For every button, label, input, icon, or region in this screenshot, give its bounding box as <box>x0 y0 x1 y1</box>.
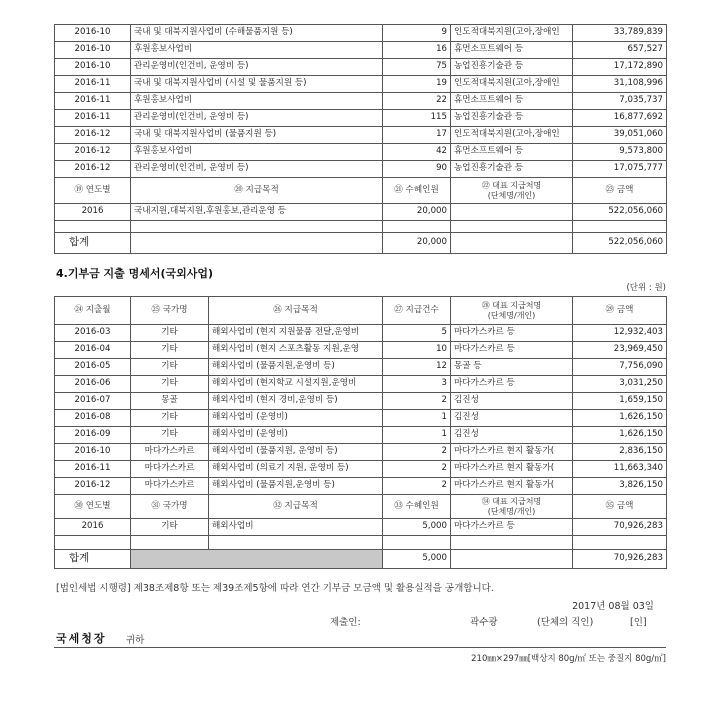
table-row <box>55 325 667 342</box>
total-recipient-cell <box>451 550 573 569</box>
cell-amount: 1,659,150 <box>573 393 667 410</box>
header-beneficiaries: ㉑ 수혜인원 <box>383 178 451 204</box>
header-recipient-line2: (단체명/개인) <box>487 506 536 516</box>
cell-amount: 9,573,800 <box>573 144 667 161</box>
cell-recipient: 휴먼소프트웨어 등 <box>451 144 573 161</box>
summary-purpose: 해외사업비 <box>209 519 383 536</box>
table-row <box>55 461 667 478</box>
cell-purpose: 관리운영비(인건비, 운영비 등) <box>131 59 383 76</box>
table-row <box>55 127 667 144</box>
cell-count: 115 <box>383 110 451 127</box>
cell-purpose: 국내 및 대북지원사업비 (수해물품지원 등) <box>131 25 383 42</box>
cell-country: 기타 <box>131 325 209 342</box>
header-year: ㉚ 연도별 <box>55 495 131 519</box>
cell-purpose: 해외사업비 (의료기 지원, 운영비 등) <box>209 461 383 478</box>
cell-count: 22 <box>383 93 451 110</box>
cell-count: 5 <box>383 325 451 342</box>
cell-purpose: 해외사업비 (물품지원,운영비 등) <box>209 359 383 376</box>
table-row <box>55 478 667 495</box>
cell-date: 2016-11 <box>55 76 131 93</box>
summary-recipient <box>451 204 573 221</box>
unit-label: (단위 : 원) <box>626 283 666 293</box>
overseas-expense-table <box>54 296 667 569</box>
cell-amount: 657,527 <box>573 42 667 59</box>
cell-recipient: 인도적대북지원(고아,장애인 <box>451 127 573 144</box>
table-row <box>55 161 667 178</box>
cell-recipient: 휴먼소프트웨어 등 <box>451 42 573 59</box>
addressee: 국세청장 <box>56 632 107 645</box>
cell-month: 2016-11 <box>55 461 131 478</box>
cell-recipient: 인도적대북지원(고아,장애인 <box>451 25 573 42</box>
paper-spec: 210㎜×297㎜[백상지 80g/㎡ 또는 중질지 80g/㎡] <box>471 654 666 664</box>
cell-amount: 7,035,737 <box>573 93 667 110</box>
cell-recipient: 휴먼소프트웨어 등 <box>451 93 573 110</box>
total-beneficiaries: 5,000 <box>383 550 451 569</box>
cell-country: 기타 <box>131 359 209 376</box>
cell-purpose: 국내 및 대북지원사업비 (물품지원 등) <box>131 127 383 144</box>
cell-country: 기타 <box>131 410 209 427</box>
domestic-blank-row <box>55 221 667 233</box>
table-row <box>55 93 667 110</box>
cell-purpose: 해외사업비 (운영비) <box>209 410 383 427</box>
total-amount: 70,926,283 <box>573 550 667 569</box>
total-amount: 522,056,060 <box>573 233 667 254</box>
cell-count: 2 <box>383 393 451 410</box>
cell-recipient: 농업진흥기술관 등 <box>451 110 573 127</box>
domestic-summary-row <box>55 204 667 221</box>
cell-country: 몽골 <box>131 393 209 410</box>
cell-month: 2016-04 <box>55 342 131 359</box>
table-row <box>55 25 667 42</box>
cell-purpose: 후원홍보사업비 <box>131 93 383 110</box>
summary-country: 기타 <box>131 519 209 536</box>
cell-month: 2016-12 <box>55 478 131 495</box>
report-date: 2017년 08월 03일 <box>572 601 654 612</box>
cell-purpose: 해외사업비 (물품지원, 운영비 등) <box>209 444 383 461</box>
addressee-suffix: 귀하 <box>126 635 145 646</box>
cell-date: 2016-10 <box>55 25 131 42</box>
cell-count: 12 <box>383 359 451 376</box>
cell-amount: 31,108,996 <box>573 76 667 93</box>
cell-amount: 16,877,692 <box>573 110 667 127</box>
cell-recipient: 김진성 <box>451 410 573 427</box>
table-row <box>55 110 667 127</box>
header-recipient-line1: ㉘ 대표 지급처명 <box>481 301 542 311</box>
cell-purpose: 관리운영비(인건비, 운영비 등) <box>131 161 383 178</box>
cell-date: 2016-12 <box>55 127 131 144</box>
header-recipient <box>451 495 573 519</box>
header-recipient <box>451 178 573 204</box>
summary-year: 2016 <box>55 204 131 221</box>
cell-country: 마다가스카르 <box>131 478 209 495</box>
header-recipient <box>451 297 573 325</box>
table-row <box>55 42 667 59</box>
table-row <box>55 342 667 359</box>
header-recipient-line1: ㉞ 대표 지급처명 <box>481 497 542 507</box>
table-row <box>55 444 667 461</box>
header-beneficiaries: ㉝ 수혜인원 <box>383 495 451 519</box>
domestic-expense-table <box>54 24 667 254</box>
cell-amount: 12,932,403 <box>573 325 667 342</box>
summary-amount: 70,926,283 <box>573 519 667 536</box>
cell-count: 1 <box>383 410 451 427</box>
summary-purpose: 국내지원,대북지원,후원홍보,관리운영 등 <box>131 204 383 221</box>
header-purpose: ㉖ 지급목적 <box>209 297 383 325</box>
summary-amount: 522,056,060 <box>573 204 667 221</box>
submitter-name: 곽수광 <box>470 617 498 628</box>
table-row <box>55 427 667 444</box>
cell-count: 75 <box>383 59 451 76</box>
table-row <box>55 144 667 161</box>
cell-purpose: 관리운영비(인건비, 운영비 등) <box>131 110 383 127</box>
cell-month: 2016-09 <box>55 427 131 444</box>
overseas-header-row <box>55 297 667 325</box>
overseas-total-row <box>55 550 667 569</box>
section-title: 4.기부금 지출 명세서(국외사업) <box>56 267 214 280</box>
cell-purpose: 후원홍보사업비 <box>131 144 383 161</box>
cell-date: 2016-12 <box>55 144 131 161</box>
header-purpose: ⑳ 지급목적 <box>131 178 383 204</box>
cell-recipient: 인도적대북지원(고아,장애인 <box>451 76 573 93</box>
cell-count: 1 <box>383 427 451 444</box>
cell-date: 2016-11 <box>55 93 131 110</box>
cell-amount: 17,172,890 <box>573 59 667 76</box>
table-row <box>55 59 667 76</box>
total-beneficiaries: 20,000 <box>383 233 451 254</box>
cell-count: 90 <box>383 161 451 178</box>
cell-amount: 39,051,060 <box>573 127 667 144</box>
overseas-summary-header <box>55 495 667 519</box>
table-row <box>55 376 667 393</box>
cell-purpose: 해외사업비 (현지학교 시설지원,운영비 <box>209 376 383 393</box>
domestic-summary-header <box>55 178 667 204</box>
header-purpose: ㉜ 지급목적 <box>209 495 383 519</box>
table-row <box>55 410 667 427</box>
cell-recipient: 농업진흥기술관 등 <box>451 161 573 178</box>
cell-amount: 3,031,250 <box>573 376 667 393</box>
header-month: ㉔ 지출월 <box>55 297 131 325</box>
footer-divider <box>54 647 666 648</box>
cell-country: 기타 <box>131 376 209 393</box>
cell-month: 2016-10 <box>55 444 131 461</box>
table-row <box>55 393 667 410</box>
cell-count: 2 <box>383 461 451 478</box>
cell-recipient: 마다가스카르 등 <box>451 325 573 342</box>
header-recipient-line1: ㉒ 대표 지급처명 <box>481 181 542 191</box>
header-amount: ㉓ 금액 <box>573 178 667 204</box>
cell-month: 2016-07 <box>55 393 131 410</box>
header-amount: ㉙ 금액 <box>573 297 667 325</box>
cell-month: 2016-08 <box>55 410 131 427</box>
cell-amount: 11,663,340 <box>573 461 667 478</box>
cell-purpose: 해외사업비 (물품지원,운영비 등) <box>209 478 383 495</box>
cell-date: 2016-10 <box>55 42 131 59</box>
overseas-blank-row <box>55 536 667 550</box>
cell-recipient: 마다가스카르 현지 활동가( <box>451 478 573 495</box>
summary-beneficiaries: 5,000 <box>383 519 451 536</box>
summary-year: 2016 <box>55 519 131 536</box>
cell-recipient: 마다가스카르 현지 활동가( <box>451 461 573 478</box>
total-recipient-cell <box>451 233 573 254</box>
table-row <box>55 76 667 93</box>
cell-country: 마다가스카르 <box>131 444 209 461</box>
cell-recipient: 농업진흥기술관 등 <box>451 59 573 76</box>
cell-count: 2 <box>383 478 451 495</box>
cell-recipient: 마다가스카르 등 <box>451 342 573 359</box>
cell-amount: 2,836,150 <box>573 444 667 461</box>
cell-count: 9 <box>383 25 451 42</box>
header-year: ⑲ 연도별 <box>55 178 131 204</box>
header-recipient-line2: (단체명/개인) <box>487 190 536 200</box>
cell-amount: 33,789,839 <box>573 25 667 42</box>
cell-purpose: 해외사업비 (현지 지원물품 전달,운영비 <box>209 325 383 342</box>
cell-amount: 7,756,090 <box>573 359 667 376</box>
cell-purpose: 국내 및 대북지원사업비 (시설 및 물품지원 등) <box>131 76 383 93</box>
header-count: ㉗ 지급건수 <box>383 297 451 325</box>
cell-recipient: 마다가스카르 현지 활동가( <box>451 444 573 461</box>
cell-purpose: 해외사업비 (운영비) <box>209 427 383 444</box>
total-shaded-cell <box>131 550 383 569</box>
submitter-role: (단체의 직인) <box>537 617 594 628</box>
submitter-label: 제출인: <box>330 617 361 628</box>
header-country: ㉕ 국가명 <box>131 297 209 325</box>
cell-count: 3 <box>383 376 451 393</box>
legal-note: [법인세법 시행령] 제38조제8항 또는 제39조제5항에 따라 연간 기부금 모금액 및 활용실적을 공개합니다. <box>56 583 494 594</box>
cell-count: 2 <box>383 444 451 461</box>
cell-month: 2016-03 <box>55 325 131 342</box>
table-row <box>55 359 667 376</box>
cell-recipient: 김진성 <box>451 393 573 410</box>
overseas-summary-row <box>55 519 667 536</box>
cell-count: 19 <box>383 76 451 93</box>
total-label: 합계 <box>55 550 131 569</box>
cell-recipient: 몽골 등 <box>451 359 573 376</box>
cell-country: 기타 <box>131 427 209 444</box>
header-country: ㉛ 국가명 <box>131 495 209 519</box>
summary-beneficiaries: 20,000 <box>383 204 451 221</box>
seal-mark: [인] <box>630 617 647 628</box>
cell-purpose: 해외사업비 (현지 스포츠활동 지원,운영 <box>209 342 383 359</box>
cell-amount: 1,626,150 <box>573 427 667 444</box>
header-recipient-line2: (단체명/개인) <box>487 310 536 320</box>
cell-count: 17 <box>383 127 451 144</box>
header-amount: ㉟ 금액 <box>573 495 667 519</box>
cell-amount: 23,969,450 <box>573 342 667 359</box>
cell-month: 2016-06 <box>55 376 131 393</box>
cell-recipient: 김진성 <box>451 427 573 444</box>
cell-count: 42 <box>383 144 451 161</box>
domestic-total-row <box>55 233 667 254</box>
cell-count: 16 <box>383 42 451 59</box>
cell-date: 2016-10 <box>55 59 131 76</box>
cell-amount: 17,075,777 <box>573 161 667 178</box>
cell-date: 2016-11 <box>55 110 131 127</box>
cell-country: 마다가스카르 <box>131 461 209 478</box>
total-label: 합계 <box>55 233 131 254</box>
cell-month: 2016-05 <box>55 359 131 376</box>
cell-purpose: 해외사업비 (현지 경비,운영비 등) <box>209 393 383 410</box>
cell-amount: 3,826,150 <box>573 478 667 495</box>
total-purpose-cell <box>131 233 383 254</box>
cell-recipient: 마다가스카르 등 <box>451 376 573 393</box>
cell-date: 2016-12 <box>55 161 131 178</box>
cell-count: 10 <box>383 342 451 359</box>
cell-purpose: 후원홍보사업비 <box>131 42 383 59</box>
cell-amount: 1,626,150 <box>573 410 667 427</box>
summary-recipient: 마다가스카르 등 <box>451 519 573 536</box>
cell-country: 기타 <box>131 342 209 359</box>
